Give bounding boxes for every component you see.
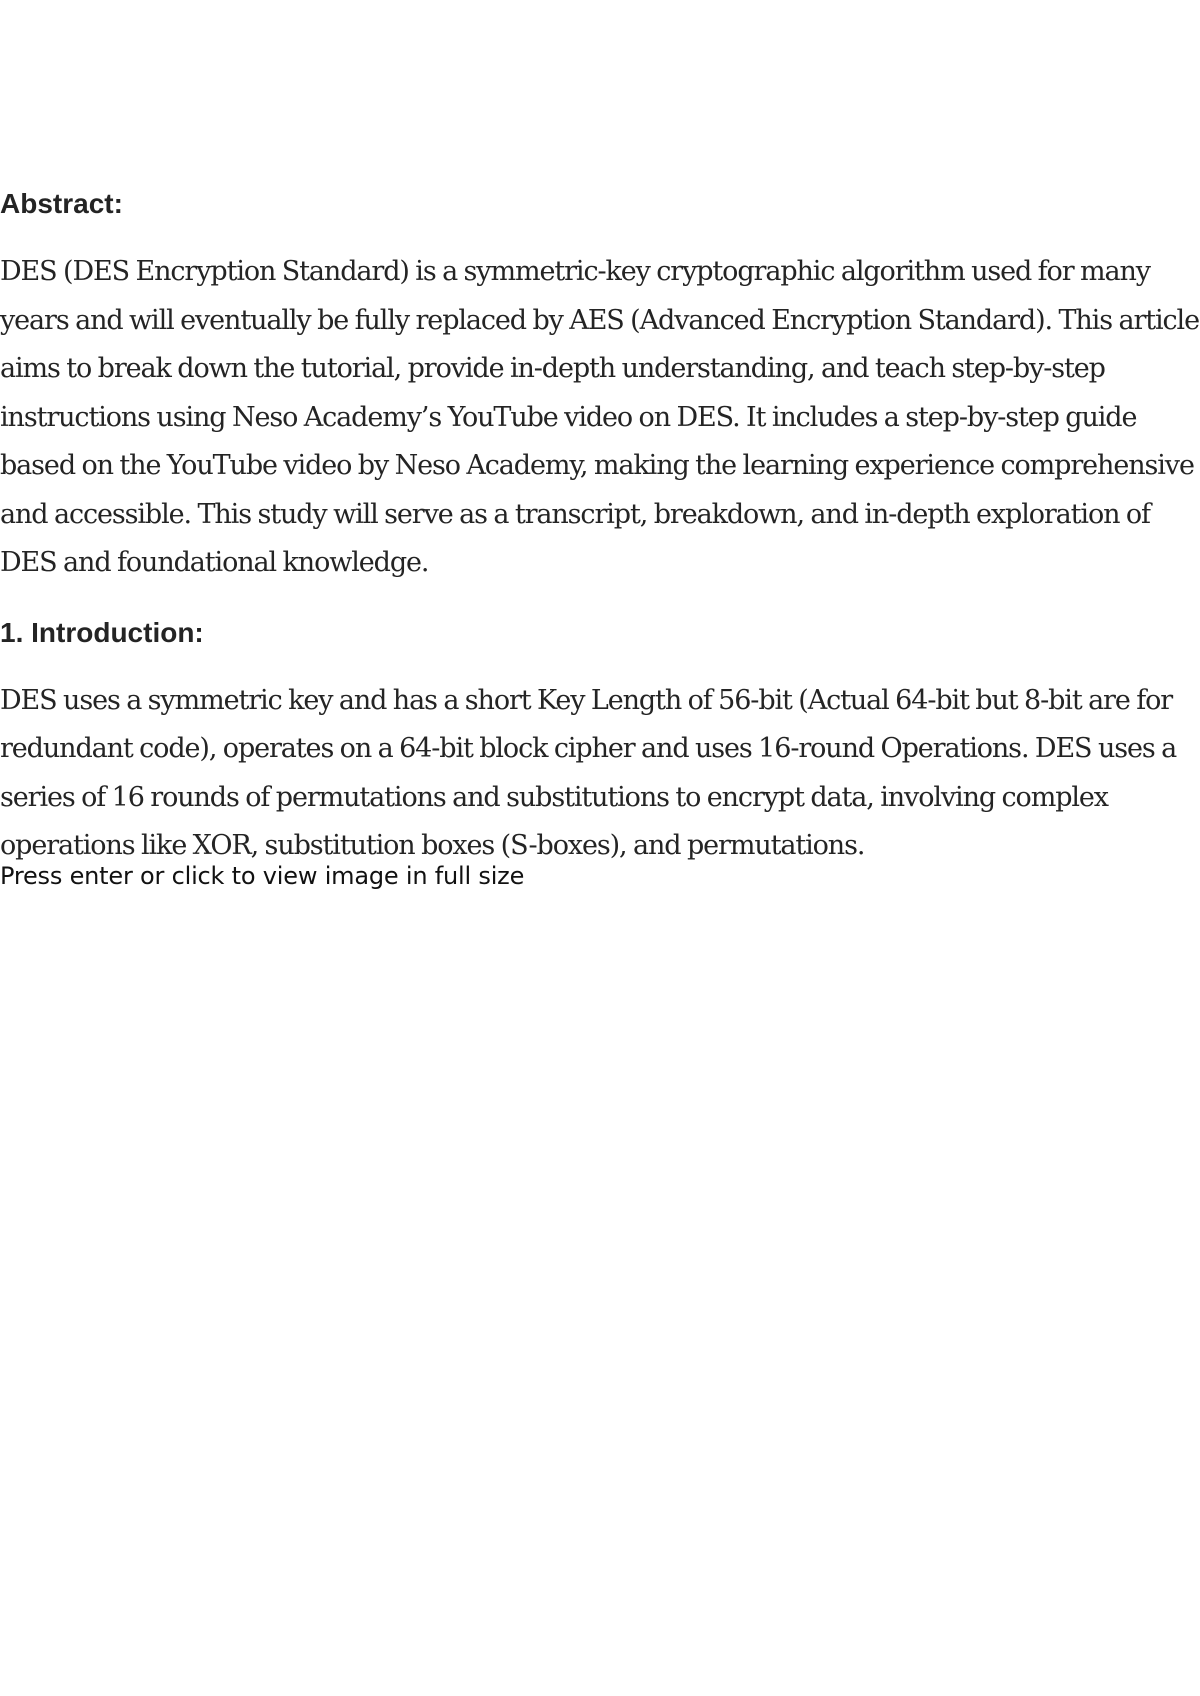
article-body xyxy=(0,186,1200,891)
abstract-paragraph: DES (DES Encryption Standard) is a symmetric-key cryptographic algorithm used for many years and will eventually be fully replaced by AES (Advanced Encryption Standard). This article aims to break down the tutorial, provide in-depth understanding, and teach step-by-step instructions using Neso Academy’s YouTube video on DES. It includes a step-by-step guide based on the YouTube video by Neso Academy, making the learning experience comprehensive and accessible. This study will serve as a transcript, breakdown, and in-depth exploration of DES and foundational knowledge. xyxy=(0,256,1199,578)
view-full-size-image-button[interactable]: Press enter or click to view image in full size xyxy=(0,861,525,890)
introduction-paragraph: DES uses a symmetric key and has a short Key Length of 56-bit (Actual 64-bit but 8-bit are for redundant code), operates on a 64-bit block cipher and uses 16-round Operations. DES uses a series of 16 rounds of permutations and substitutions to encrypt data, involving complex operations like XOR, substitution boxes (S-boxes), and permutations. xyxy=(0,684,1177,861)
introduction-heading: 1. Introduction: xyxy=(0,616,204,648)
abstract-heading: Abstract: xyxy=(0,188,123,219)
